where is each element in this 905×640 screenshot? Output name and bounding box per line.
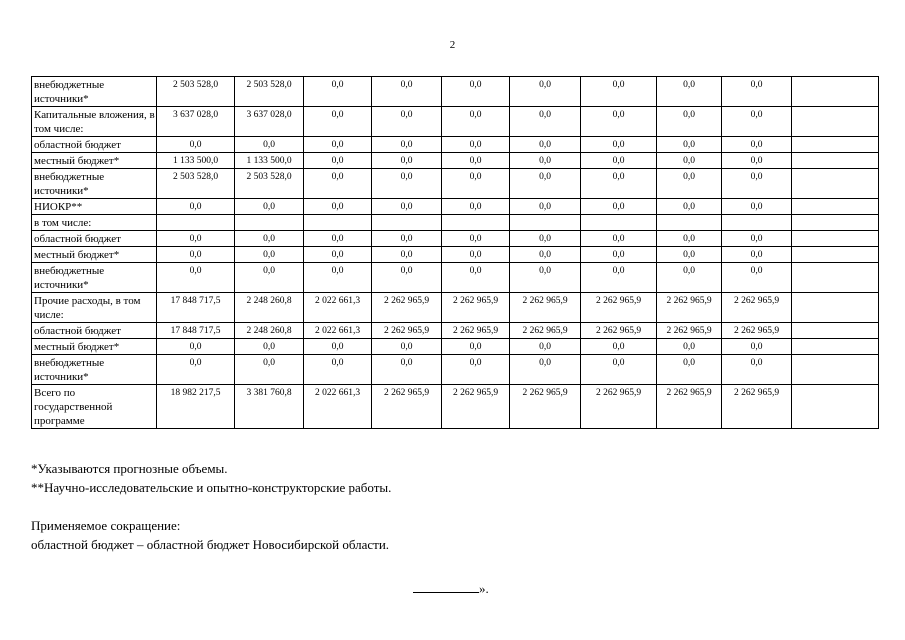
table-cell	[792, 355, 879, 385]
table-cell: 2 022 661,3	[304, 293, 372, 323]
table-cell: 2 262 965,9	[510, 385, 581, 429]
table-row	[32, 247, 879, 263]
table-cell: 0,0	[157, 263, 235, 293]
table-cell: 2 262 965,9	[657, 323, 722, 339]
table-cell	[792, 385, 879, 429]
table-cell: 1 133 500,0	[235, 153, 304, 169]
table-cell	[581, 215, 657, 231]
table-cell: 17 848 717,5	[157, 323, 235, 339]
table-cell: 0,0	[581, 169, 657, 199]
table-cell: 0,0	[304, 153, 372, 169]
row-label: Всего по государственной программе	[32, 385, 157, 429]
page-number: 2	[449, 39, 456, 51]
table-cell: 0,0	[581, 231, 657, 247]
table-cell	[792, 107, 879, 137]
table-cell: 2 262 965,9	[581, 385, 657, 429]
table-cell	[510, 215, 581, 231]
table-cell: 1 133 500,0	[157, 153, 235, 169]
table-cell: 0,0	[581, 107, 657, 137]
table-cell: 0,0	[157, 199, 235, 215]
table-cell	[157, 215, 235, 231]
table-cell: 0,0	[235, 247, 304, 263]
table-cell: 0,0	[581, 247, 657, 263]
table-cell: 0,0	[304, 169, 372, 199]
table-cell: 2 262 965,9	[657, 293, 722, 323]
table-cell: 0,0	[657, 77, 722, 107]
table-cell: 2 503 528,0	[235, 77, 304, 107]
table-cell: 2 022 661,3	[304, 385, 372, 429]
table-cell: 0,0	[372, 231, 442, 247]
table-cell	[792, 339, 879, 355]
table-cell: 18 982 217,5	[157, 385, 235, 429]
table-cell: 0,0	[657, 231, 722, 247]
table-cell: 0,0	[442, 339, 510, 355]
table-cell: 3 637 028,0	[235, 107, 304, 137]
table-cell: 2 503 528,0	[157, 169, 235, 199]
table-row	[32, 323, 879, 339]
table-cell: 0,0	[722, 199, 792, 215]
table-cell: 0,0	[304, 77, 372, 107]
table-cell: 0,0	[510, 247, 581, 263]
table-cell: 0,0	[304, 199, 372, 215]
table-cell	[442, 215, 510, 231]
row-label: областной бюджет	[32, 231, 157, 247]
table-cell: 0,0	[657, 199, 722, 215]
table-cell: 0,0	[722, 247, 792, 263]
table-cell	[792, 77, 879, 107]
table-cell	[235, 215, 304, 231]
table-cell: 0,0	[235, 263, 304, 293]
table-cell: 0,0	[510, 199, 581, 215]
row-label: в том числе:	[32, 215, 157, 231]
closing-quote: ».	[479, 581, 489, 596]
table-cell: 0,0	[581, 137, 657, 153]
budget-table	[31, 76, 879, 429]
table-cell: 0,0	[722, 77, 792, 107]
table-row	[32, 137, 879, 153]
table-cell: 0,0	[510, 107, 581, 137]
table-cell: 0,0	[722, 137, 792, 153]
table-cell: 0,0	[657, 263, 722, 293]
table-cell: 0,0	[304, 231, 372, 247]
table-cell: 2 262 965,9	[442, 323, 510, 339]
notes	[31, 459, 391, 554]
table-cell: 0,0	[510, 137, 581, 153]
table-cell: 2 262 965,9	[372, 385, 442, 429]
table-cell: 17 848 717,5	[157, 293, 235, 323]
table-cell: 0,0	[442, 137, 510, 153]
table-cell	[792, 263, 879, 293]
table-cell: 0,0	[510, 339, 581, 355]
table-cell: 0,0	[581, 199, 657, 215]
table-cell: 0,0	[657, 339, 722, 355]
table-cell: 0,0	[722, 355, 792, 385]
table-cell: 2 248 260,8	[235, 293, 304, 323]
table-cell: 2 503 528,0	[157, 77, 235, 107]
table-cell: 0,0	[157, 247, 235, 263]
table-cell: 0,0	[657, 107, 722, 137]
table-cell: 0,0	[235, 199, 304, 215]
table-cell: 0,0	[581, 339, 657, 355]
table-cell	[792, 199, 879, 215]
table-cell: 2 262 965,9	[657, 385, 722, 429]
table-row	[32, 355, 879, 385]
table-cell: 0,0	[442, 77, 510, 107]
table-cell: 0,0	[442, 107, 510, 137]
table-cell	[657, 215, 722, 231]
table-cell: 2 262 965,9	[442, 293, 510, 323]
table-cell: 0,0	[442, 153, 510, 169]
table-cell: 0,0	[657, 153, 722, 169]
table-cell	[792, 137, 879, 153]
table-row	[32, 169, 879, 199]
table-cell: 0,0	[510, 153, 581, 169]
table-cell: 0,0	[157, 231, 235, 247]
table-cell: 0,0	[657, 355, 722, 385]
table-cell: 0,0	[157, 137, 235, 153]
row-label: внебюджетные источники*	[32, 169, 157, 199]
table-cell: 0,0	[442, 247, 510, 263]
table-cell: 0,0	[722, 107, 792, 137]
table-cell: 0,0	[442, 231, 510, 247]
table-cell: 0,0	[510, 231, 581, 247]
table-cell: 0,0	[372, 263, 442, 293]
table-row	[32, 107, 879, 137]
table-cell: 0,0	[304, 137, 372, 153]
table-cell: 0,0	[372, 199, 442, 215]
table-cell: 0,0	[235, 339, 304, 355]
table-cell: 0,0	[235, 137, 304, 153]
table-row	[32, 339, 879, 355]
table-cell: 0,0	[722, 263, 792, 293]
table-cell: 0,0	[372, 77, 442, 107]
table-cell: 0,0	[510, 355, 581, 385]
table-cell	[792, 215, 879, 231]
table-row	[32, 199, 879, 215]
table-cell: 2 262 965,9	[581, 293, 657, 323]
table-cell: 2 262 965,9	[722, 293, 792, 323]
table-cell	[722, 215, 792, 231]
table-cell: 0,0	[581, 355, 657, 385]
table-cell: 0,0	[442, 263, 510, 293]
table-cell: 0,0	[510, 169, 581, 199]
table-cell	[792, 231, 879, 247]
table-cell: 0,0	[372, 107, 442, 137]
row-label: областной бюджет	[32, 323, 157, 339]
table-cell: 2 262 965,9	[372, 293, 442, 323]
table-cell: 0,0	[722, 339, 792, 355]
table-cell	[792, 153, 879, 169]
table-row	[32, 231, 879, 247]
table-cell: 0,0	[304, 263, 372, 293]
table-cell	[792, 169, 879, 199]
closing-mark	[413, 580, 489, 597]
table-row	[32, 153, 879, 169]
table-cell: 0,0	[304, 355, 372, 385]
table-cell	[304, 215, 372, 231]
row-label: внебюджетные источники*	[32, 77, 157, 107]
table-cell: 0,0	[304, 107, 372, 137]
row-label: внебюджетные источники*	[32, 355, 157, 385]
table-row	[32, 263, 879, 293]
table-cell: 0,0	[372, 339, 442, 355]
table-cell	[792, 293, 879, 323]
row-label: местный бюджет*	[32, 339, 157, 355]
table-cell: 3 637 028,0	[157, 107, 235, 137]
table-cell	[792, 247, 879, 263]
table-cell: 2 262 965,9	[510, 323, 581, 339]
table-cell: 0,0	[581, 77, 657, 107]
table-cell: 0,0	[157, 355, 235, 385]
table-cell: 2 503 528,0	[235, 169, 304, 199]
table-cell: 0,0	[581, 263, 657, 293]
table-cell: 0,0	[510, 263, 581, 293]
note-niokr: **Научно-исследовательские и опытно-конструкторские работы.	[31, 480, 392, 495]
table-cell: 0,0	[581, 153, 657, 169]
table-cell: 0,0	[372, 137, 442, 153]
table-cell: 0,0	[442, 169, 510, 199]
table-cell: 0,0	[235, 355, 304, 385]
row-label: внебюджетные источники*	[32, 263, 157, 293]
table-cell	[792, 323, 879, 339]
table-cell: 0,0	[722, 231, 792, 247]
table-row	[32, 215, 879, 231]
table-cell: 0,0	[235, 231, 304, 247]
table-cell: 0,0	[372, 355, 442, 385]
table-cell: 0,0	[722, 169, 792, 199]
table-cell: 0,0	[657, 137, 722, 153]
table-cell: 0,0	[442, 355, 510, 385]
table-cell: 2 262 965,9	[510, 293, 581, 323]
row-label: НИОКР**	[32, 199, 157, 215]
table-cell: 0,0	[157, 339, 235, 355]
table-cell: 2 248 260,8	[235, 323, 304, 339]
table-cell: 0,0	[510, 77, 581, 107]
table-cell: 0,0	[657, 169, 722, 199]
abbreviation-title: Применяемое сокращение:	[31, 518, 181, 533]
row-label: местный бюджет*	[32, 247, 157, 263]
table-cell: 2 262 965,9	[442, 385, 510, 429]
table-cell: 0,0	[372, 169, 442, 199]
row-label: областной бюджет	[32, 137, 157, 153]
table-cell: 0,0	[657, 247, 722, 263]
table-cell: 2 262 965,9	[372, 323, 442, 339]
abbreviation-text: областной бюджет – областной бюджет Новосибирской области.	[31, 537, 390, 552]
table-row	[32, 385, 879, 429]
row-label: Прочие расходы, в том числе:	[32, 293, 157, 323]
row-label: местный бюджет*	[32, 153, 157, 169]
table-cell: 0,0	[442, 199, 510, 215]
table-cell: 2 262 965,9	[722, 385, 792, 429]
table-cell: 3 381 760,8	[235, 385, 304, 429]
table-cell: 2 262 965,9	[722, 323, 792, 339]
table-cell: 0,0	[722, 153, 792, 169]
table-cell: 0,0	[304, 339, 372, 355]
table-row	[32, 77, 879, 107]
table-cell: 2 262 965,9	[581, 323, 657, 339]
signature-line	[413, 580, 479, 593]
table-cell: 2 022 661,3	[304, 323, 372, 339]
note-forecast: *Указываются прогнозные объемы.	[31, 461, 228, 476]
table-cell: 0,0	[372, 153, 442, 169]
table-cell: 0,0	[372, 247, 442, 263]
row-label: Капитальные вложения, в том числе:	[32, 107, 157, 137]
table-cell	[372, 215, 442, 231]
table-cell: 0,0	[304, 247, 372, 263]
table-row	[32, 293, 879, 323]
